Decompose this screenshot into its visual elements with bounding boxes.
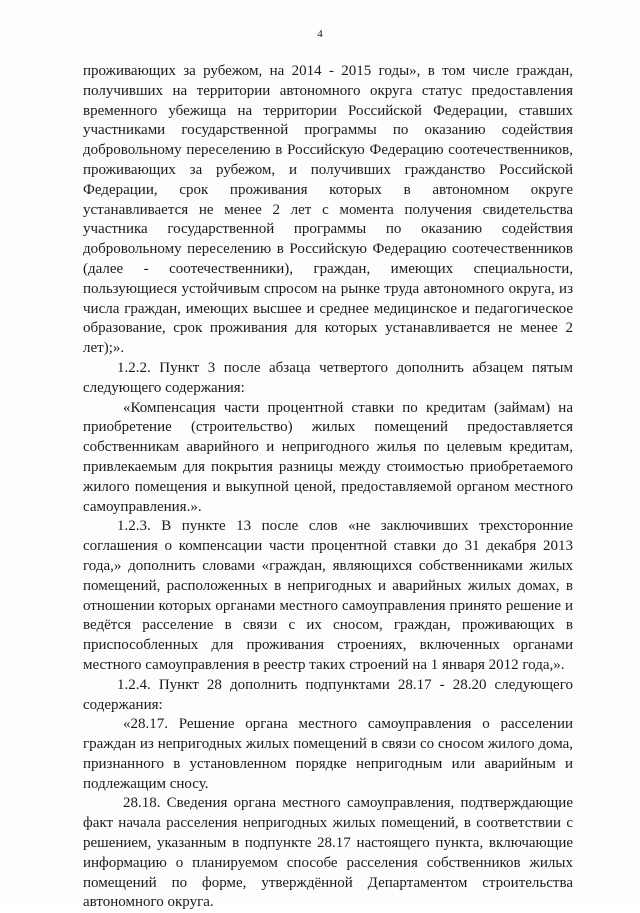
document-body	[83, 62, 573, 913]
paragraph-28-18: 28.18. Сведения органа местного самоуправления, подтверждающие факт начала расселения непригодных жилых помещений, в соответствии с решением, указанным в подпункте 28.17 настоящего пункта, включающие информацию о планируемом способе расселения собственников жилых помещений по форме, утверждённой Департаментом строительства автономного округа.	[83, 795, 573, 911]
paragraph-1-2-2: 1.2.2. Пункт 3 после абзаца четвертого дополнить абзацем пятым следующего содержания:	[83, 359, 573, 396]
paragraph-continuation: проживающих за рубежом, на 2014 - 2015 годы», в том числе граждан, получивших на территории автономного округа статус предоставления временного убежища на территории Российской Федерации, ставших участниками государственной программы по оказанию содействия добровольному переселению в Российскую Федерацию соотечественников, проживающих за рубежом, и получивших гражданство Российской Федерации, срок проживания которых в автономном округе устанавливается не менее 2 лет с момента получения свидетельства участника государственной программы по оказанию содействия добровольному переселению в Российскую Федерацию соотечественников (далее - соотечественники), граждан, имеющих специальности, пользующиеся устойчивым спросом на рынке труда автономного округа, из числа граждан, имеющих высшее и среднее медицинское и педагогическое образование, срок проживания для которых устанавливается не менее 2 лет);».	[83, 63, 573, 357]
paragraph-compensation-quote: «Компенсация части процентной ставки по кредитам (займам) на приобретение (строительство) жилых помещений предоставляется собственникам аварийного и непригодного жилья по целевым кредитам, привлекаемым для покрытия разницы между стоимостью приобретаемого жилого помещения и выкупной ценой, предоставляемой органом местного самоуправления.».	[83, 399, 573, 515]
page-number: 4	[317, 28, 323, 40]
paragraph-1-2-4: 1.2.4. Пункт 28 дополнить подпунктами 28.17 - 28.20 следующего содержания:	[83, 676, 573, 713]
paragraph-28-17: «28.17. Решение органа местного самоуправления о расселении граждан из непригодных жилых помещений в связи со сносом жилого дома, признанного в установленном порядке непригодным или аварийным и подлежащим сносу.	[83, 716, 573, 792]
paragraph-1-2-3: 1.2.3. В пункте 13 после слов «не заключивших трехсторонние соглашения о компенсации части процентной ставки до 31 декабря 2013 года,» дополнить словами «граждан, являющихся собственниками жилых помещений, расположенных в непригодных и аварийных жилых домах, в отношении которых органами местного самоуправления принято решение и ведётся расселение в связи с их сносом, граждан, проживающих в приспособленных для проживания строениях, включенных органами местного самоуправления в реестр таких строений на 1 января 2012 года,».	[83, 518, 573, 673]
